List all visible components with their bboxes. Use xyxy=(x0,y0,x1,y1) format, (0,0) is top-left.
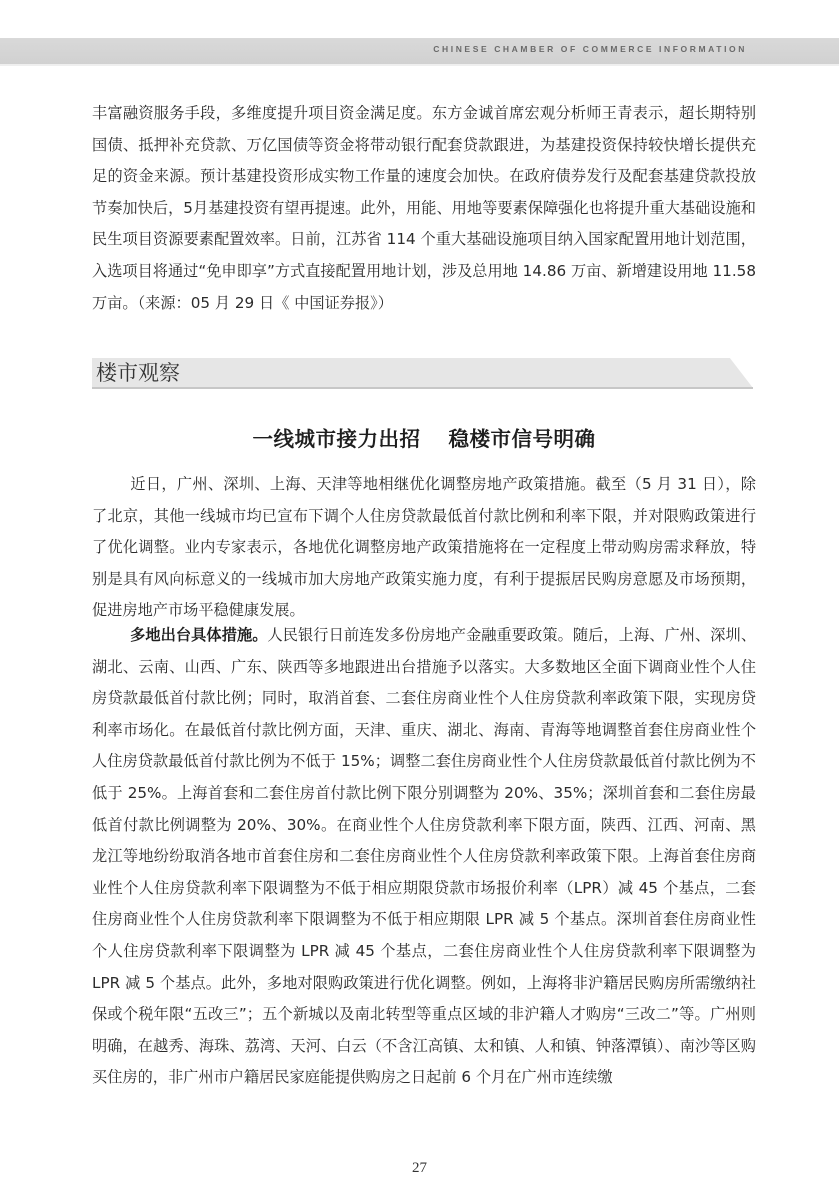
header-divider xyxy=(0,64,839,66)
section-heading: 楼市观察 xyxy=(96,361,180,385)
article-title xyxy=(92,422,756,452)
intro-paragraph xyxy=(92,98,756,319)
paragraph-1-text: 近日，广州、深圳、上海、天津等地相继优化调整房地产政策措施。截至（5 月 31 日），除了北京，其他一线城市均已宣布下调个人住房贷款最低首付款比例和利率下限，并对限购政策进行了优化调整。业内专家表示，各地优化调整房地产政策措施将在一定程度上带动购房需求释放，特别是具有风向标意义的一线城市加大房地产政策实施力度，有利于提振居民购房意愿及市场预期，促进房地产市场平稳健康发展。 xyxy=(92,475,756,620)
article-paragraph-1 xyxy=(92,469,756,627)
paragraph-2-lead: 多地出台具体措施。 xyxy=(130,626,268,644)
article-paragraph-2 xyxy=(92,620,756,1094)
article-title-part1: 一线城市接力出招 xyxy=(252,427,421,451)
section-heading-bar xyxy=(92,358,753,388)
intro-source: （来源：05 月 29 日《 中国证券报》） xyxy=(137,293,393,312)
paragraph-2-text: 人民银行日前连发多份房地产金融重要政策。随后，上海、广州、深圳、湖北、云南、山西、广东、陕西等多地跟进出台措施予以落实。大多数地区全面下调商业性个人住房贷款最低首付款比例；同时，取消首套、二套住房商业性个人住房贷款利率政策下限，实现房贷利率市场化。在最低首付款比例方面，天津、重庆、湖北、海南、青海等地调整首套住房商业性个人住房贷款最低首付款比例为不低于 15%；调整二套住房商业性个人住房贷款最低首付款比例为不低于 25%。上海首套和二套住房首付款比例下限分别调整为 20%、35%；深圳首套和二套住房最低首付款比例调整为 20%、30%。在商业性个人住房贷款利率下限方面，陕西、江西、河南、黑龙江等地纷纷取消各地市首套住房和二套住房商业性个人住房贷款利率政策下限。上海首套住房商业性个人住房贷款利率下限调整为不低于相应期限贷款市场报价利率（LPR）减 45 个基点，二套住房商业性个人住房贷款利率下限调整为不低于相应期限 LPR 减 5 个基点。深圳首套住房商业性个人住房贷款利率下限调整为 LPR 减 45 个基点，二套住房商业性个人住房贷款利率下限调整为 LPR 减 5 个基点。此外，多地对限购政策进行优化调整。例如，上海将非沪籍居民购房所需缴纳社保或个税年限“五改三”；五个新城以及南北转型等重点区域的非沪籍人才购房“三改二”等。广州则明确，在越秀、海珠、荔湾、天河、白云（不含江高镇、太和镇、人和镇、钟落潭镇）、南沙等区购买住房的，非广州市户籍居民家庭能提供购房之日起前 6 个月在广州市连续缴 xyxy=(92,626,757,1087)
intro-text: 丰富融资服务手段，多维度提升项目资金满足度。东方金诚首席宏观分析师王青表示，超长期特别国债、抵押补充贷款、万亿国债等资金将带动银行配套贷款跟进，为基建投资保持较快增长提供充足的资金来源。预计基建投资形成实物工作量的速度会加快。在政府债券发行及配套基建贷款投放节奏加快后，5月基建投资有望再提速。此外，用能、用地等要素保障强化也将提升重大基础设施和民生项目资源要素配置效率。日前，江苏省 114 个重大基础设施项目纳入国家配置用地计划范围，入选项目将通过“免申即享”方式直接配置用地计划，涉及总用地 14.86 万亩、新增建设用地 11.58 万亩。 xyxy=(92,104,756,312)
section-heading-underline xyxy=(92,387,753,389)
running-header-title: CHINESE CHAMBER OF COMMERCE INFORMATION xyxy=(433,44,747,54)
page-number: 27 xyxy=(412,1160,427,1176)
article-title-part2: 稳楼市信号明确 xyxy=(448,427,596,451)
